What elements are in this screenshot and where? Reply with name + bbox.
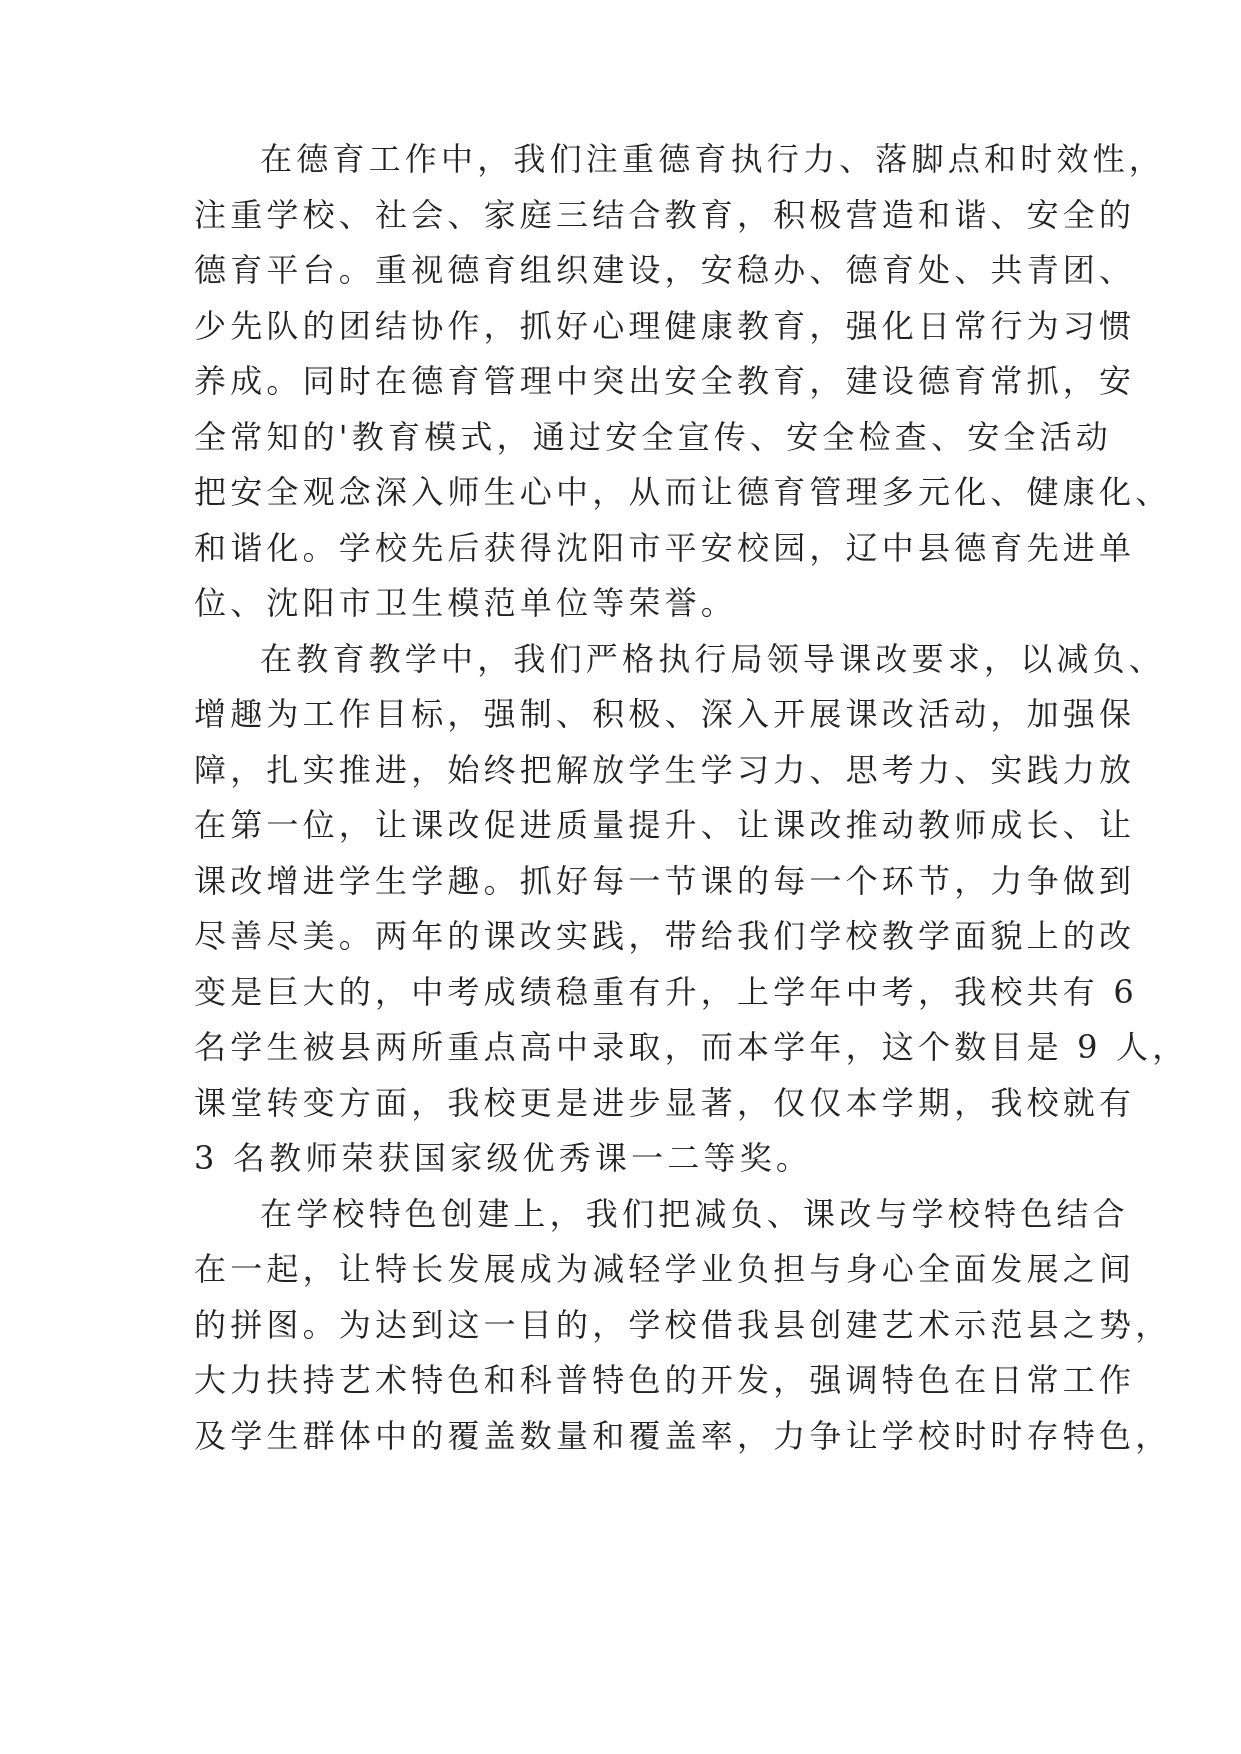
paragraph-3-line-5: 及学生群体中的覆盖数量和覆盖率，力争让学校时时存特色，: [194, 1416, 1172, 1455]
paragraph-2-line-10: 3 名教师荣获国家级优秀课一二等奖。: [194, 1139, 813, 1177]
paragraph-2-line-8: 名学生被县两所重点高中录取，而本学年，这个数目是 9 人，: [194, 1028, 1189, 1066]
paragraph-1-line-8: 和谐化。学校先后获得沈阳市平安校园，辽中县德育先进单: [194, 528, 1136, 567]
paragraph-1-line-4: 少先队的团结协作，抓好心理健康教育，强化日常行为习惯: [194, 306, 1136, 345]
paragraph-1-line-2: 注重学校、社会、家庭三结合教育，积极营造和谐、安全的: [194, 195, 1136, 234]
document-body: [194, 132, 1189, 1464]
paragraph-1-line-5: 养成。同时在德育管理中突出安全教育，建设德育常抓，安: [194, 362, 1136, 400]
paragraph-2-line-4: 在第一位，让课改促进质量提升、让课改推动教师成长、让: [194, 806, 1136, 844]
paragraph-2-line-2: 增趣为工作目标，强制、积极、深入开展课改活动，加强保: [194, 695, 1136, 733]
paragraph-3-line-1: 在学校特色创建上，我们把减负、课改与学校特色结合: [260, 1194, 1129, 1233]
paragraph-1-line-7: 把安全观念深入师生心中，从而让德育管理多元化、健康化、: [194, 473, 1172, 511]
paragraph-2-line-5: 课改增进学生学趣。抓好每一节课的每一个环节，力争做到: [194, 861, 1136, 900]
paragraph-1-line-1: 在德育工作中，我们注重德育执行力、落脚点和时效性，: [260, 140, 1166, 178]
paragraph-1-line-9: 位、沈阳市卫生模范单位等荣誉。: [194, 584, 738, 622]
paragraph-1-line-6: 全常知的'教育模式，通过安全宣传、安全检查、安全活动: [194, 417, 1112, 456]
paragraph-2-line-9: 课堂转变方面，我校更是进步显著，仅仅本学期，我校就有: [194, 1083, 1136, 1122]
paragraph-3-line-3: 的拼图。为达到这一目的，学校借我县创建艺术示范县之势，: [194, 1305, 1172, 1344]
paragraph-1-line-3: 德育平台。重视德育组织建设，安稳办、德育处、共青团、: [194, 251, 1136, 289]
paragraph-2-line-3: 障，扎实推进，始终把解放学生学习力、思考力、实践力放: [194, 750, 1136, 789]
paragraph-3-line-2: 在一起，让特长发展成为减轻学业负担与身心全面发展之间: [194, 1250, 1136, 1288]
paragraph-2-line-7: 变是巨大的，中考成绩稳重有升，上学年中考，我校共有 6: [194, 972, 1138, 1011]
paragraph-2-line-1: 在教育教学中，我们严格执行局领导课改要求，以减负、: [260, 639, 1166, 678]
paragraph-3-line-4: 大力扶持艺术特色和科普特色的开发，强调特色在日常工作: [194, 1361, 1136, 1399]
paragraph-2-line-6: 尽善尽美。两年的课改实践，带给我们学校教学面貌上的改: [194, 917, 1136, 955]
